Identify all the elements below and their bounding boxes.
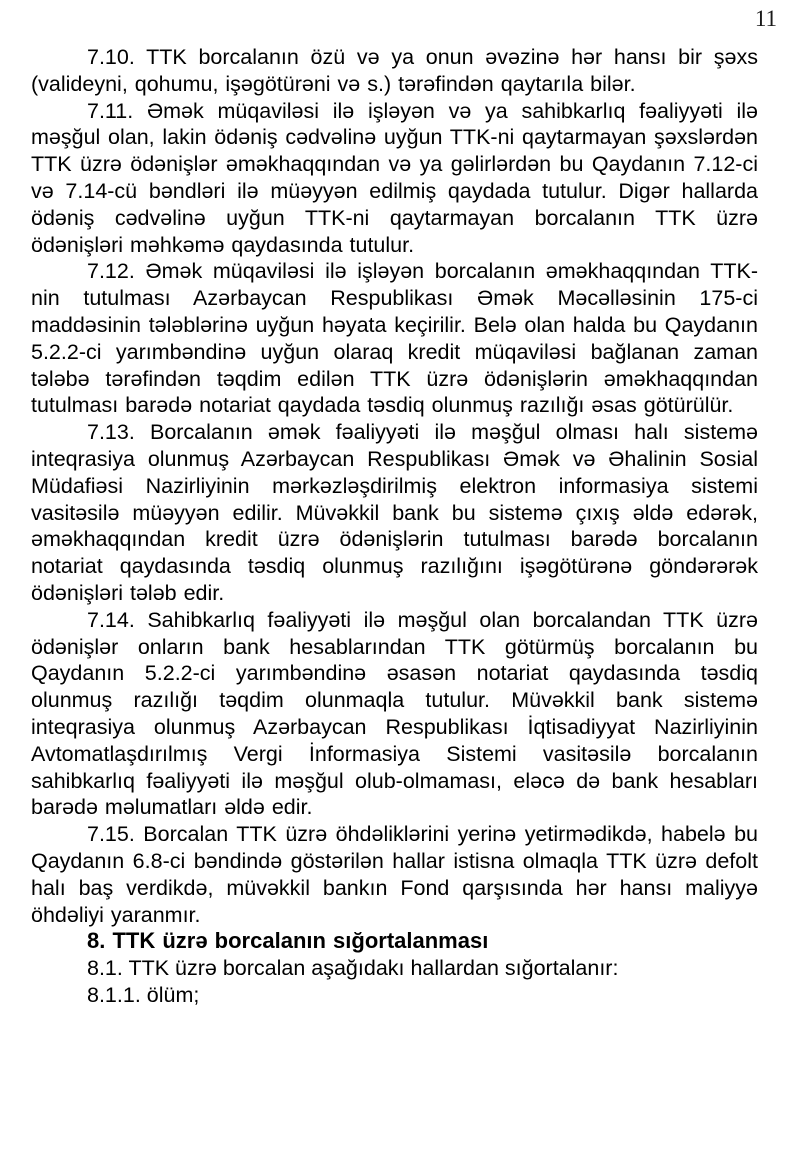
page-number: 11 <box>754 6 777 31</box>
paragraph-7-13: 7.13. Borcalanın əmək fəaliyyəti ilə məşğul olması halı sistemə inteqrasiya olunmuş Azərbaycan Respublikası Əmək və Əhalinin Sosial Müdafiəsi Nazirliyinin mərkəzləşdirilmiş elektron informasiya sistemi vasitəsilə müəyyən edilir. Müvəkkil bank bu sistemə çıxış əldə edərək, əməkhaqqından kredit üzrə ödənişlərin tutulması barədə borcalanın notariat qaydasında təsdiq olunmuş razılığını işəgötürənə göndərərək ödənişləri tələb edir. <box>31 420 758 605</box>
line-8-1-1: 8.1.1. ölüm; <box>87 982 200 1007</box>
paragraph-7-12: 7.12. Əmək müqaviləsi ilə işləyən borcalanın əməkhaqqından TTK-nin tutulması Azərbaycan Respublikası Əmək Məcəlləsinin 175-ci maddəsinin tələblərinə uyğun həyata keçirilir. Belə olan halda bu Qaydanın 5.2.2-ci yarımbəndinə uyğun olaraq kredit müqaviləsi bağlanan zaman tələbə tərəfindən təqdim edilən TTK üzrə ödənişlərin əməkhaqqından tutulması barədə notariat qaydada təsdiq olunmuş razılığı əsas götürülür. <box>31 259 758 418</box>
document-body <box>31 44 758 1009</box>
paragraph-7-11: 7.11. Əmək müqaviləsi ilə işləyən və ya sahibkarlıq fəaliyyəti ilə məşğul olan, lakin ödəniş cədvəlinə uyğun TTK-ni qaytarmayan şəxslərdən TTK üzrə ödənişlər əməkhaqqından və ya gəlirlərdən bu Qaydanın 7.12-ci və 7.14-cü bəndləri ilə müəyyən edilmiş qaydada tutulur. Digər hallarda ödəniş cədvəlinə uyğun TTK-ni qaytarmayan borcalanın TTK üzrə ödənişləri məhkəmə qaydasında tutulur. <box>31 98 758 257</box>
paragraph-7-14: 7.14. Sahibkarlıq fəaliyyəti ilə məşğul olan borcalandan TTK üzrə ödənişlər onların bank hesablarından TTK götürmüş borcalanın bu Qaydanın 5.2.2-ci yarımbəndinə əsasən notariat qaydasında təsdiq olunmuş razılığı təqdim olunmaqla tutulur. Müvəkkil bank sistemə inteqrasiya olunmuş Azərbaycan Respublikası İqtisadiyyat Nazirliyinin Avtomatlaşdırılmış Vergi İnformasiya Sistemi vasitəsilə borcalanın sahibkarlıq fəaliyyəti ilə məşğul olub-olmaması, eləcə də bank hesabları barədə məlumatları əldə edir. <box>31 607 758 820</box>
section-8-heading: 8. TTK üzrə borcalanın sığortalanması <box>87 928 489 954</box>
paragraph-7-15: 7.15. Borcalan TTK üzrə öhdəliklərini yerinə yetirmədikdə, habelə bu Qaydanın 6.8-ci bəndində göstərilən hallar istisna olmaqla TTK üzrə defolt halı baş verdikdə, müvəkkil bankın Fond qarşısında hər hansı maliyyə öhdəliyi yaranmır. <box>31 822 758 927</box>
line-8-1: 8.1. TTK üzrə borcalan aşağıdakı hallardan sığortalanır: <box>87 956 619 981</box>
paragraph-7-10: 7.10. TTK borcalanın özü və ya onun əvəzinə hər hansı bir şəxs (valideyni, qohumu, işəgötürəni və s.) tərəfindən qaytarıla bilər. <box>31 45 758 96</box>
